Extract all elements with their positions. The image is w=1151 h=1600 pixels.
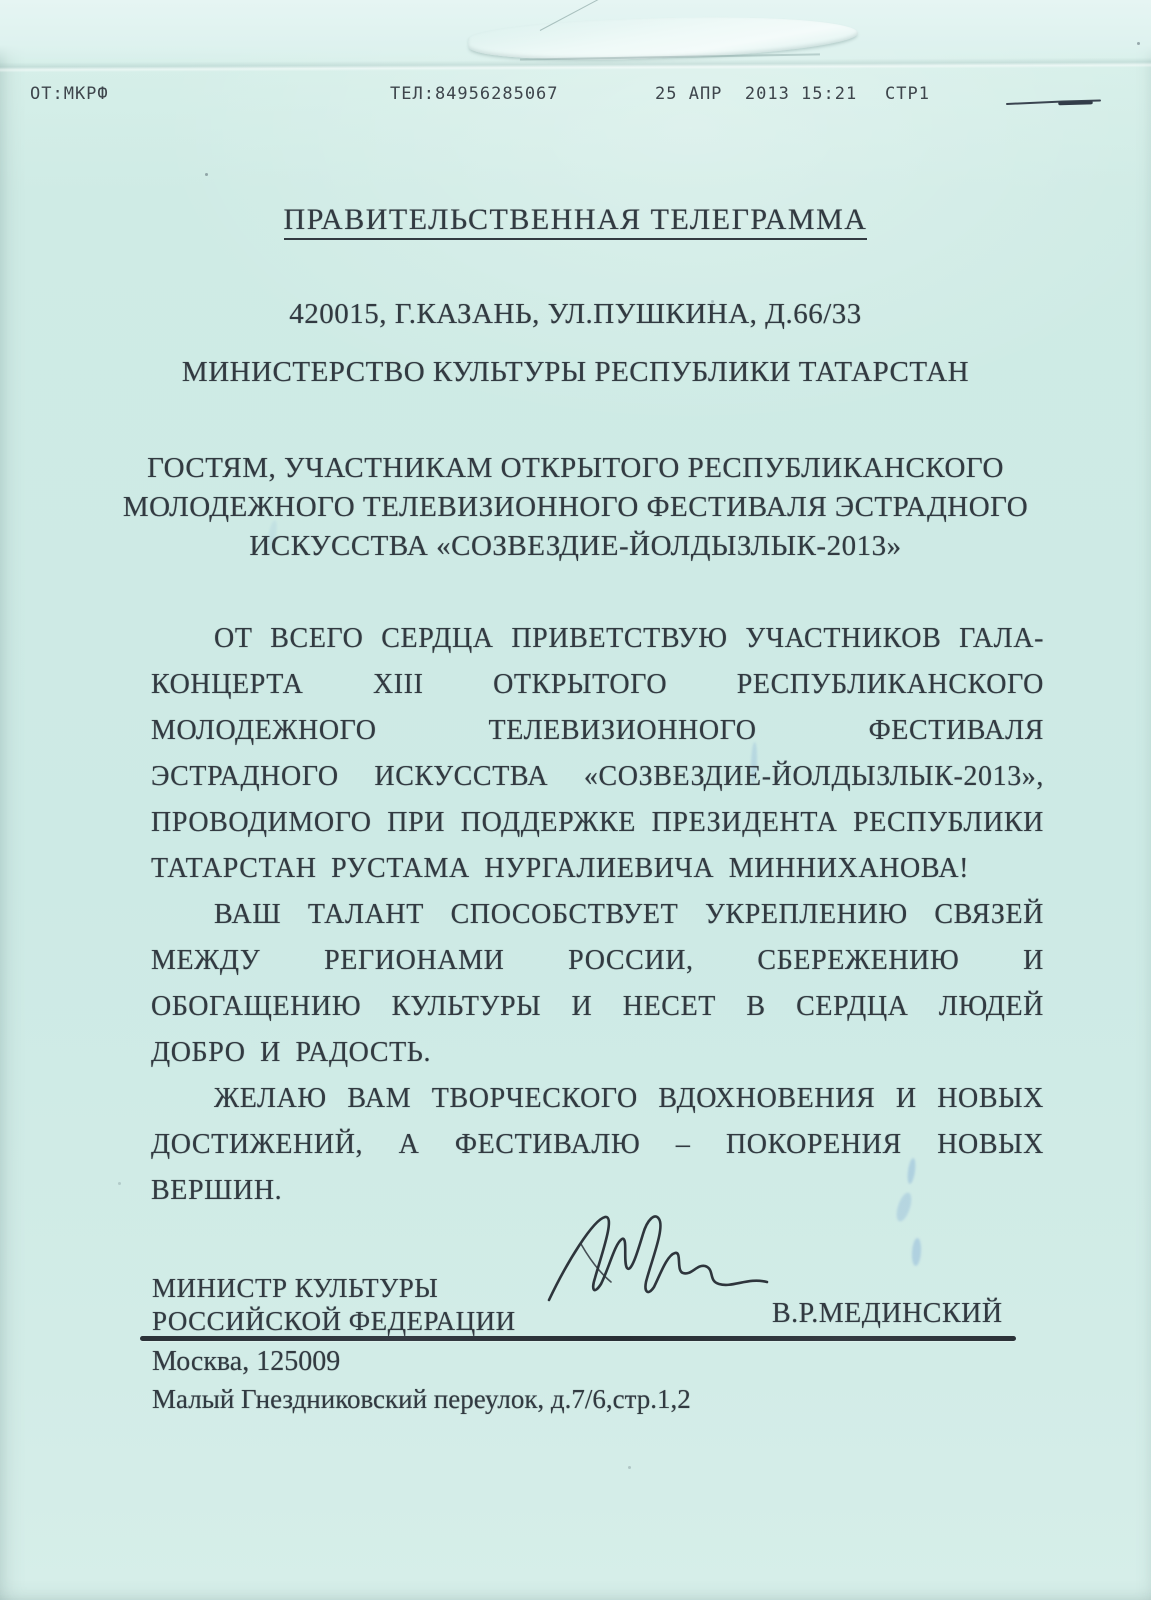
fax-sender: ОТ:МКРФ bbox=[30, 84, 109, 104]
fax-header bbox=[0, 84, 1151, 106]
signatory-position-line: МИНИСТР КУЛЬТУРЫ bbox=[152, 1273, 439, 1303]
signature-divider-line bbox=[140, 1336, 1016, 1341]
handwritten-pen-line bbox=[1005, 94, 1115, 110]
fax-page-number: СТР1 bbox=[885, 84, 930, 104]
document-title-text: ПРАВИТЕЛЬСТВЕННАЯ ТЕЛЕГРАММА bbox=[284, 203, 868, 240]
scan-speck bbox=[118, 1182, 121, 1185]
signatory-position bbox=[152, 1272, 516, 1338]
blue-pen-smudge bbox=[911, 1238, 922, 1267]
footer-street-address: Малый Гнездниковский переулок, д.7/6,стр.1,2 bbox=[152, 1384, 691, 1414]
footer-city-postcode: Москва, 125009 bbox=[152, 1346, 341, 1377]
body-paragraph: ЖЕЛАЮ ВАМ ТВОРЧЕСКОГО ВДОХНОВЕНИЯ И НОВЫХ ДОСТИЖЕНИЙ, А ФЕСТИВАЛЮ – ПОКОРЕНИЯ НОВЫХ ВЕРШИН. bbox=[151, 1083, 1044, 1206]
destination-address: 420015, Г.КАЗАНЬ, УЛ.ПУШКИНА, Д.66/33 bbox=[289, 298, 862, 330]
fax-phone: ТЕЛ:84956285067 bbox=[390, 84, 559, 104]
document-title bbox=[0, 203, 1151, 237]
scan-speck bbox=[628, 1466, 631, 1469]
destination-organization: МИНИСТЕРСТВО КУЛЬТУРЫ РЕСПУБЛИКИ ТАТАРСТАН bbox=[181, 356, 970, 388]
body-paragraph: ВАШ ТАЛАНТ СПОСОБСТВУЕТ УКРЕПЛЕНИЮ СВЯЗЕЙ МЕЖДУ РЕГИОНАМИ РОССИИ, СБЕРЕЖЕНИЮ И ОБОГАЩЕНИЮ КУЛЬТУРЫ И НЕСЕТ В СЕРДЦА ЛЮДЕЙ ДОБРО И РАДОСТЬ. bbox=[151, 899, 1044, 1068]
signatory-position-line: РОССИЙСКОЙ ФЕДЕРАЦИИ bbox=[152, 1306, 516, 1336]
signatory-name: В.Р.МЕДИНСКИЙ bbox=[772, 1298, 1003, 1329]
body-paragraph: ОТ ВСЕГО СЕРДЦА ПРИВЕТСТВУЮ УЧАСТНИКОВ ГАЛА-КОНЦЕРТА XIII ОТКРЫТОГО РЕСПУБЛИКАНСКОГО МОЛОДЕЖНОГО ТЕЛЕВИЗИОННОГО ФЕСТИВАЛЯ ЭСТРАДНОГО ИСКУССТВА «СОЗВЕЗДИЕ-ЙОЛДЫЗЛЫК-2013», ПРОВОДИМОГО ПРИ ПОДДЕРЖКЕ ПРЕЗИДЕНТА РЕСПУБЛИКИ ТАТАРСТАН РУСТАМА НУРГАЛИЕВИЧА МИННИХАНОВА! bbox=[151, 623, 1044, 884]
scan-speck bbox=[205, 173, 208, 176]
scan-speck bbox=[1137, 42, 1140, 45]
telegram-body bbox=[151, 616, 1044, 1214]
recipient-block bbox=[0, 449, 1151, 566]
fax-datetime: 25 АПР 2013 15:21 bbox=[655, 84, 858, 104]
handwritten-signature bbox=[545, 1210, 785, 1310]
recipient-line: ГОСТЯМ, УЧАСТНИКАМ ОТКРЫТОГО РЕСПУБЛИКАНСКОГО bbox=[147, 452, 1004, 484]
recipient-line: ИСКУССТВА «СОЗВЕЗДИЕ-ЙОЛДЫЗЛЫК-2013» bbox=[249, 530, 902, 562]
recipient-line: МОЛОДЕЖНОГО ТЕЛЕВИЗИОННОГО ФЕСТИВАЛЯ ЭСТРАДНОГО bbox=[122, 491, 1029, 523]
